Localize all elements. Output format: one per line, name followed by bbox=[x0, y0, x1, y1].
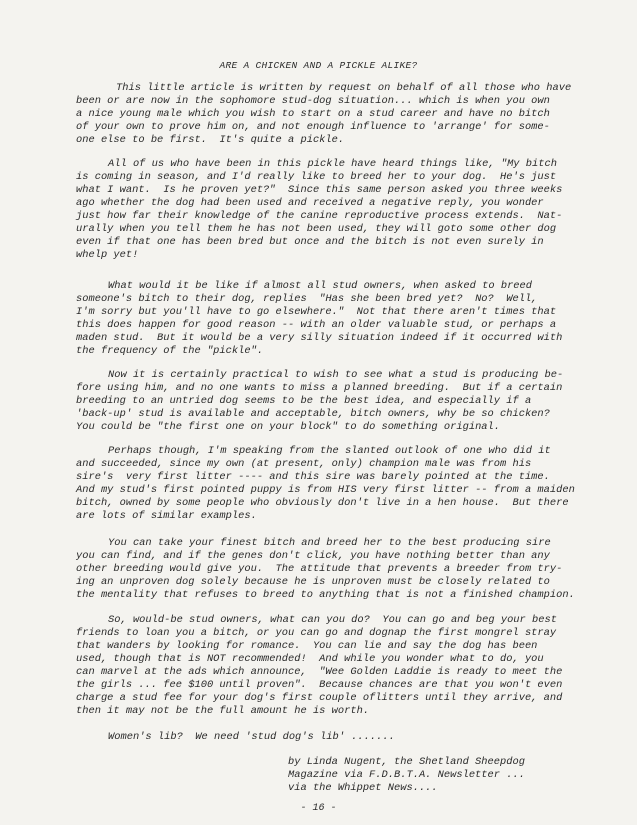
text-line: whelp yet! bbox=[76, 249, 139, 261]
text-line: then it may not be the full amount he is worth. bbox=[76, 705, 370, 717]
text-line: can marvel at the ads which announce, "Wee Golden Laddie is ready to meet the bbox=[76, 666, 563, 678]
text-line: just how far their knowledge of the canine reproductive process extends. Nat- bbox=[76, 210, 563, 222]
text-line: the mentality that refuses to breed to anything that is not a finished champion. bbox=[76, 589, 575, 601]
text-line: one else to be first. It's quite a pickle. bbox=[76, 134, 345, 146]
text-line: what I want. Is he proven yet?" Since this same person asked you three weeks bbox=[76, 184, 563, 196]
text-line: This little article is written by request on behalf of all those who have bbox=[116, 82, 572, 94]
text-line: even if that one has been bred but once and the bitch is not even surely in bbox=[76, 236, 544, 248]
text-line: fore using him, and no one wants to miss a planned breeding. But if a certain bbox=[76, 382, 563, 394]
text-line: this does happen for good reason -- with an older valuable stud, or perhaps a bbox=[76, 319, 557, 331]
attribution-line: via the Whippet News.... bbox=[288, 782, 438, 794]
text-line: What would it be like if almost all stud owners, when asked to breed bbox=[108, 280, 533, 292]
text-line: ago whether the dog had been used and received a negative reply, you wonder bbox=[76, 197, 544, 209]
text-line: you can find, and if the genes don't click, you have nothing better than any bbox=[76, 550, 550, 562]
text-line: bitch, owned by some people who obviously don't live in a hen house. But there bbox=[76, 497, 569, 509]
text-line: of your own to prove him on, and not enough influence to 'arrange' for some- bbox=[76, 121, 550, 133]
text-line: friends to loan you a bitch, or you can go and dognap the first mongrel stray bbox=[76, 627, 557, 639]
text-line: someone's bitch to their dog, replies "Has she been bred yet? No? Well, bbox=[76, 293, 538, 305]
text-line: a nice young male which you wish to start on a stud career and have no bitch bbox=[76, 108, 550, 120]
text-line: is coming in season, and I'd really like to breed her to your dog. He's just bbox=[76, 171, 557, 183]
article-title: ARE A CHICKEN AND A PICKLE ALIKE? bbox=[219, 60, 418, 71]
closing-line: Women's lib? We need 'stud dog's lib' ....... bbox=[108, 731, 395, 743]
text-line: are lots of similar examples. bbox=[76, 510, 257, 522]
text-line: charge a stud fee for your dog's first couple oflitters until they arrive, and bbox=[76, 692, 563, 704]
text-line: So, would-be stud owners, what can you do? You can go and beg your best bbox=[108, 614, 557, 626]
text-line: 'back-up' stud is available and acceptable, bitch owners, why be so chicken? bbox=[76, 408, 550, 420]
text-line: and succeeded, since my own (at present, only) champion male was from his bbox=[76, 458, 532, 470]
attribution-line: Magazine via F.D.B.T.A. Newsletter ... bbox=[288, 769, 525, 781]
text-line: that wanders by looking for romance. You can lie and say the dog has been bbox=[76, 640, 538, 652]
page-number: - 16 - bbox=[300, 803, 337, 814]
text-line: You can take your finest bitch and breed her to the best producing sire bbox=[108, 537, 551, 549]
text-line: the frequency of the "pickle". bbox=[76, 345, 264, 357]
text-line: urally when you tell them he has not been used, they will goto some other dog bbox=[76, 223, 557, 235]
text-line: breeding to an untried dog seems to be the best idea, and especially if a bbox=[76, 395, 532, 407]
text-line: And my stud's first pointed puppy is from HIS very first litter -- from a maiden bbox=[76, 484, 575, 496]
text-line: ing an unproven dog solely because he is unproven must be closely related to bbox=[76, 576, 550, 588]
text-line: You could be "the first one on your block" to do something original. bbox=[76, 421, 501, 433]
text-line: I'm sorry but you'll have to go elsewhere." Not that there aren't times that bbox=[76, 306, 557, 318]
text-line: other breeding would give you. The attitude that prevents a breeder from try- bbox=[76, 563, 563, 575]
text-line: maden stud. But it would be a very silly situation indeed if it occurred with bbox=[76, 332, 563, 344]
text-line: used, though that is NOT recommended! And while you wonder what to do, you bbox=[76, 653, 544, 665]
attribution-line: by Linda Nugent, the Shetland Sheepdog bbox=[288, 756, 525, 768]
text-line: the girls ... fee $100 until proven". Because chances are that you won't even bbox=[76, 679, 563, 691]
text-line: Perhaps though, I'm speaking from the slanted outlook of one who did it bbox=[108, 445, 551, 457]
text-line: been or are now in the sophomore stud-dog situation... which is when you own bbox=[76, 95, 550, 107]
text-line: Now it is certainly practical to wish to see what a stud is producing be- bbox=[108, 369, 564, 381]
text-line: sire's very first litter ---- and this sire was barely pointed at the time. bbox=[76, 471, 550, 483]
text-line: All of us who have been in this pickle have heard things like, "My bitch bbox=[108, 158, 557, 170]
